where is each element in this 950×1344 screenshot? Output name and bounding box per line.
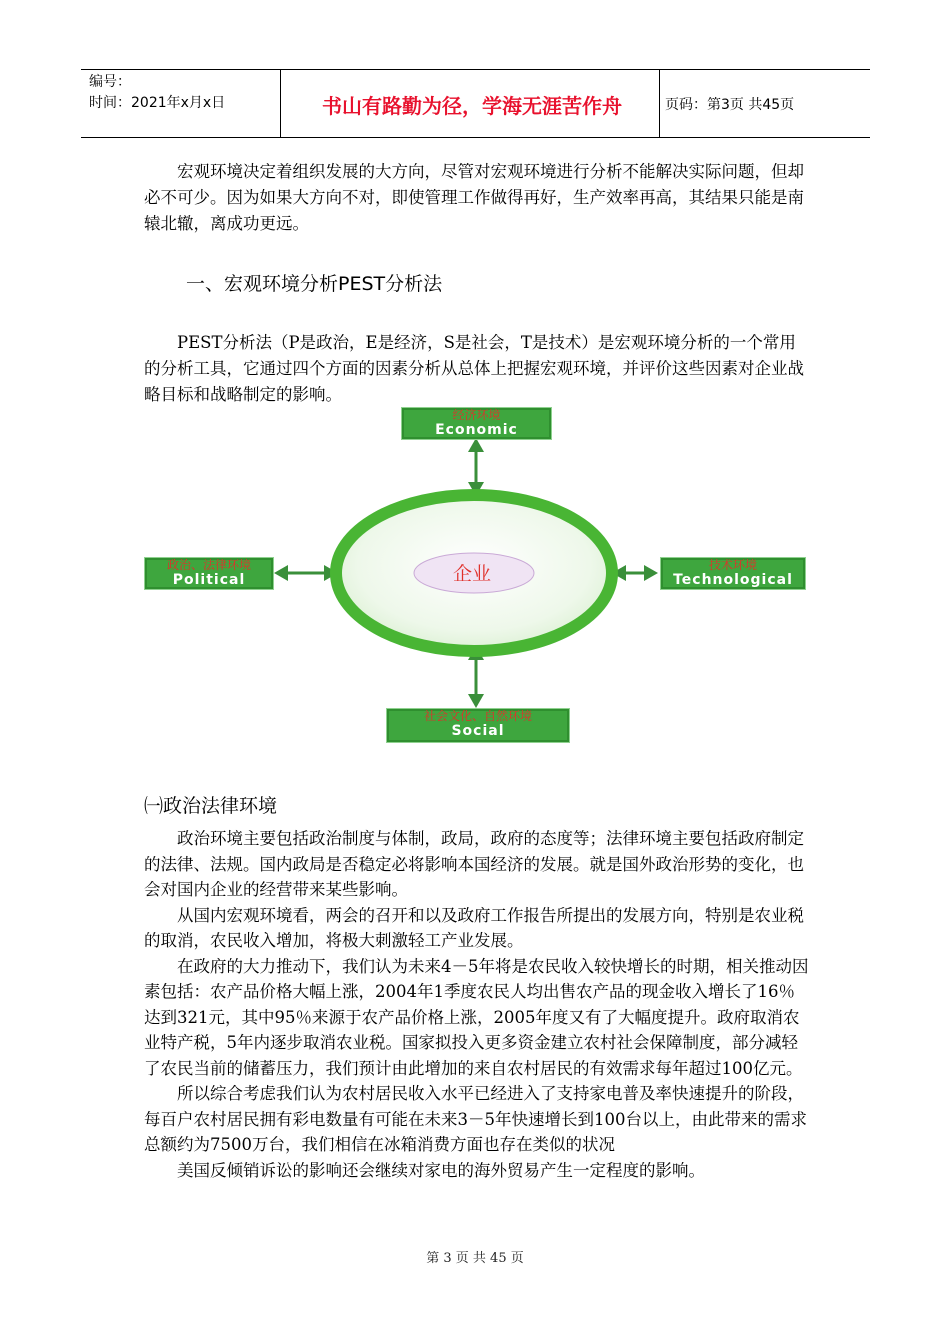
social-cn-label: 社会文化、自然环境 — [423, 709, 532, 723]
header-divider — [280, 70, 281, 137]
paragraph-1: 政治环境主要包括政治制度与体制，政局，政府的态度等；法律环境主要包括政府制定的法律、法规。国内政局是否稳定必将影响本国经济的发展。就是国外政治形势的变化，也会对国内企业的经营带来某些影响。 — [144, 829, 804, 899]
technological-cn-label: 技术环境 — [708, 558, 757, 572]
page-header — [81, 69, 870, 138]
arrowhead-technological — [644, 565, 658, 581]
intro-paragraph — [144, 159, 810, 237]
technological-en-label: Technological — [673, 572, 793, 588]
political-en-label: Political — [172, 572, 246, 588]
header-page-info: 页码：第3页 共45页 — [665, 97, 795, 113]
paragraph-2: 从国内宏观环境看，两会的召开和以及政府工作报告所提出的发展方向，特别是农业税的取消，农民收入增加，将极大刺激轻工产业发展。 — [144, 905, 804, 950]
subsection-heading: ㈠政治法律环境 — [144, 795, 278, 817]
document-time-label: 时间：2021年x月x日 — [89, 95, 226, 111]
economic-en-label: Economic — [435, 422, 518, 438]
political-box — [144, 557, 274, 590]
enterprise-label: 企业 — [452, 563, 491, 585]
section-heading: 一、宏观环境分析PEST分析法 — [186, 273, 443, 295]
paragraph-3: 在政府的大力推动下，我们认为未来4－5年将是农民收入较快增长的时期，相关推动因素包括：农产品价格大幅上涨，2004年1季度农民人均出售农产品的现金收入增长了16％达到321元，其中95％来源于农产品价格上涨，2005年度又有了大幅度提升。政府取消农业特产税，5年内逐步取消农业税。国家拟投入更多资金建立农村社会保障制度，部分减轻了农民当前的储蓄压力，我们预计由此增加的来自农村居民的有效需求每年超过100亿元。 — [144, 956, 809, 1078]
social-en-label: Social — [451, 723, 505, 739]
political-cn-label: 政治、法律环境 — [166, 558, 251, 572]
pest-intro-paragraph — [144, 330, 810, 408]
paragraph-5: 美国反倾销诉讼的影响还会继续对家电的海外贸易产生一定程度的影响。 — [177, 1160, 705, 1180]
arrowhead-economic — [468, 438, 484, 452]
pest-intro-text: PEST分析法（P是政治，E是经济，S是社会，T是技术）是宏观环境分析的一个常用的分析工具，它通过四个方面的因素分析从总体上把握宏观环境，并评价这些因素对企业战略目标和战略制定的影响。 — [144, 333, 804, 404]
page-footer: 第 3 页 共 45 页 — [426, 1251, 524, 1266]
header-motto: 书山有路勤为径，学海无涯苦作舟 — [322, 94, 622, 118]
technological-box — [660, 557, 806, 590]
economic-cn-label: 经济环境 — [452, 408, 501, 422]
body-paragraphs — [144, 826, 810, 1183]
paragraph-4: 所以综合考虑我们认为农村居民收入水平已经进入了支持家电普及率快速提升的阶段，每百户农村居民拥有彩电数量有可能在未来3－5年快速增长到100台以上，由此带来的需求总额约为7500万台，我们相信在冰箱消费方面也存在类似的状况 — [144, 1084, 807, 1154]
arrowhead-social — [468, 694, 484, 708]
document-number-label: 编号： — [89, 74, 131, 90]
intro-text: 宏观环境决定着组织发展的大方向，尽管对宏观环境进行分析不能解决实际问题，但却必不可少。因为如果大方向不对，即使管理工作做得再好，生产效率再高，其结果只能是南辕北辙，离成功更远。 — [144, 162, 804, 233]
header-meta — [89, 72, 225, 114]
economic-box — [401, 407, 552, 440]
arrowhead-political — [274, 565, 288, 581]
social-box — [386, 708, 570, 743]
